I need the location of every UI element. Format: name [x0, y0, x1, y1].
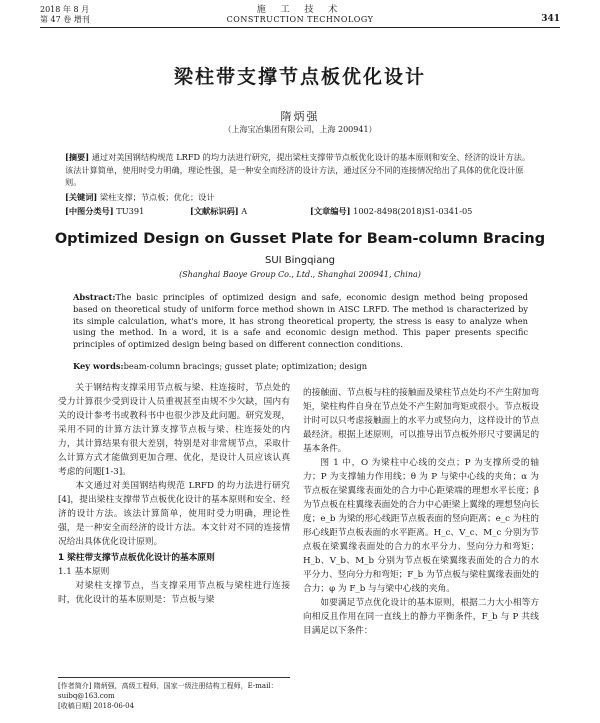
affiliation-cn: （上海宝冶集团有限公司，上海 200941） [223, 125, 377, 134]
running-header [40, 5, 560, 28]
body-paragraph: 如要满足节点优化设计的基本原则，根据二力大小相等方向相反且作用在同一直线上的静力平衡条件，F_b 与 P 共线目满足以下条件： [303, 598, 539, 636]
affiliation-en: (Shanghai Baoye Group Co., Ltd., Shanghai 200941, China) [179, 270, 421, 279]
article-value: 1002-8498(2018)S1-0341-05 [353, 206, 473, 216]
received-date: [收稿日期] 2018-06-04 [58, 702, 135, 710]
keywords-cn [65, 191, 535, 203]
abstract-en [73, 292, 528, 351]
body-column-left [58, 381, 290, 607]
journal-name-cn: 施 工 技 术 [256, 5, 344, 15]
body-paragraph: 的接触面、节点板与柱的接触面及梁柱节点处均不产生附加弯矩，梁柱构件自身在节点处不产生附加弯矩或很小。节点板设计时可以只考虑接触面上的水平力或竖向力，这样设计的节点最经济。根据上述原则，可以推导出节点板外形尺寸要满足的基本条件。 [303, 388, 539, 454]
abstract-cn [65, 151, 535, 189]
clc-value: TU391 [116, 206, 145, 216]
clc-label: [中图分类号] [65, 206, 114, 216]
page-number: 341 [541, 14, 560, 24]
title-cn: 梁柱带支撑节点板优化设计 [173, 66, 426, 88]
journal-name [40, 5, 560, 25]
journal-name-en: CONSTRUCTION TECHNOLOGY [226, 15, 374, 24]
abstract-en-label: Abstract: [73, 292, 116, 302]
abstract-cn-text: 通过对美国钢结构规范 LRFD 的均力法进行研究，提出梁柱支撑带节点板优化设计的基本原则和安全、经济的设计方法。该法计算简单，使用时受力明确，理论性强，是一种安全而经济的设计方法，通过区分不同的连接情况给出了具体的优化设计原则。 [65, 152, 531, 188]
subsection-heading: 1.1 基本原则 [58, 567, 110, 577]
keywords-en-label: Key words: [73, 361, 124, 371]
clc-number [65, 205, 144, 217]
keywords-en-text: beam-column bracings; gusset plate; optimization; design [123, 361, 368, 371]
doc-code [190, 205, 247, 217]
author-bio: [作者简介] 隋炳强，高级工程师，国家一级注册结构工程师，E-mail：suibq@163.com [58, 682, 278, 700]
issue-volume: 第 47 卷 增刊 [40, 15, 90, 24]
article-label: [文章编号] [310, 206, 351, 216]
section-heading: 1 梁柱带支撑节点板优化设计的基本原则 [58, 553, 215, 563]
keywords-cn-text: 梁柱支撑；节点板；优化；设计 [99, 192, 215, 202]
title-en: Optimized Design on Gusset Plate for Beam-column Bracing [54, 231, 546, 247]
abstract-cn-label: [摘要] [65, 152, 90, 162]
abstract-en-text: The basic principles of optimized design and safe, economic design method being proposed based on theoretical study of uniform force method shown in AISC LRFD. The method is characterized by its simple calculation, what's more, it has strong theoretical property, the stress is easy to analyze when using the method. In a word, it is a safe and economic design method. This paper presents specific principles of optimized design being based on different connection conditions. [73, 292, 528, 350]
body-paragraph: 本文通过对美国钢结构规范 LRFD 的均力法进行研究[4]，提出梁柱支撑带节点板优化设计的基本原则和安全、经济的设计方法。该法计算简单，使用时受力明确，理论性强，是一种安全而经济的设计方法。本文针对不同的连接情况给出具体优化设计原则。 [58, 481, 290, 547]
footnote [58, 677, 290, 711]
keywords-cn-label: [关键词] [65, 192, 98, 202]
keywords-en [73, 361, 528, 372]
body-paragraph: 关于钢结构支撑采用节点板与梁、柱连接时，节点处的受力计算很少受到设计人员重视甚至由规不少欠缺，国内有关的设计参考书或教科书中也很少涉及此问题。研究发现，采用不同的计算方法计算支撑节点板与梁、柱连接处的内力，其计算结果有很大差别，特别是对非常规节点，采取什么计算方式才能做到更加合理、优化，是设计人员应该认真考虑的问题[1-3]。 [58, 383, 290, 477]
article-number [310, 205, 472, 217]
body-paragraph: 对梁柱支撑节点，当支撑采用节点板与梁柱进行连接时，优化设计的基本原则是：节点板与梁 [58, 581, 290, 605]
body-column-right [303, 386, 539, 638]
doc-value: A [241, 206, 248, 216]
issue-date: 2018 年 8 月 [40, 5, 90, 14]
body-paragraph: 图 1 中，O 为梁柱中心线的交点；P 为支撑所受的轴力；P 为支撑轴力作用线；θ 为 P 与梁中心线的夹角；α 为节点板在梁翼缘表面处的合力中心距梁端的理想水平长度；β 为节点板在柱翼缘表面处的合力中心距梁上翼缘的理想竖向长度；e_b 为梁的形心线距节点板表面的竖向距离；e_c 为柱的形心线距节点板表面的水平距离。H_c、V_c、M_c 分别为节点板在梁翼缘表面处的合力的水平分力、竖向分力和弯矩；H_b、V_b、M_b 分别为节点板在梁翼缘表面处的合力的水平分力、竖向分力和弯矩；F_b 为节点板与梁柱翼缘表面处的合力；φ 为 F_b 与与梁中心线的夹角。 [303, 458, 539, 594]
doc-label: [文献标识码] [190, 206, 239, 216]
author-cn: 隋炳强 [280, 110, 320, 123]
author-en: SUI Bingqiang [264, 255, 336, 266]
